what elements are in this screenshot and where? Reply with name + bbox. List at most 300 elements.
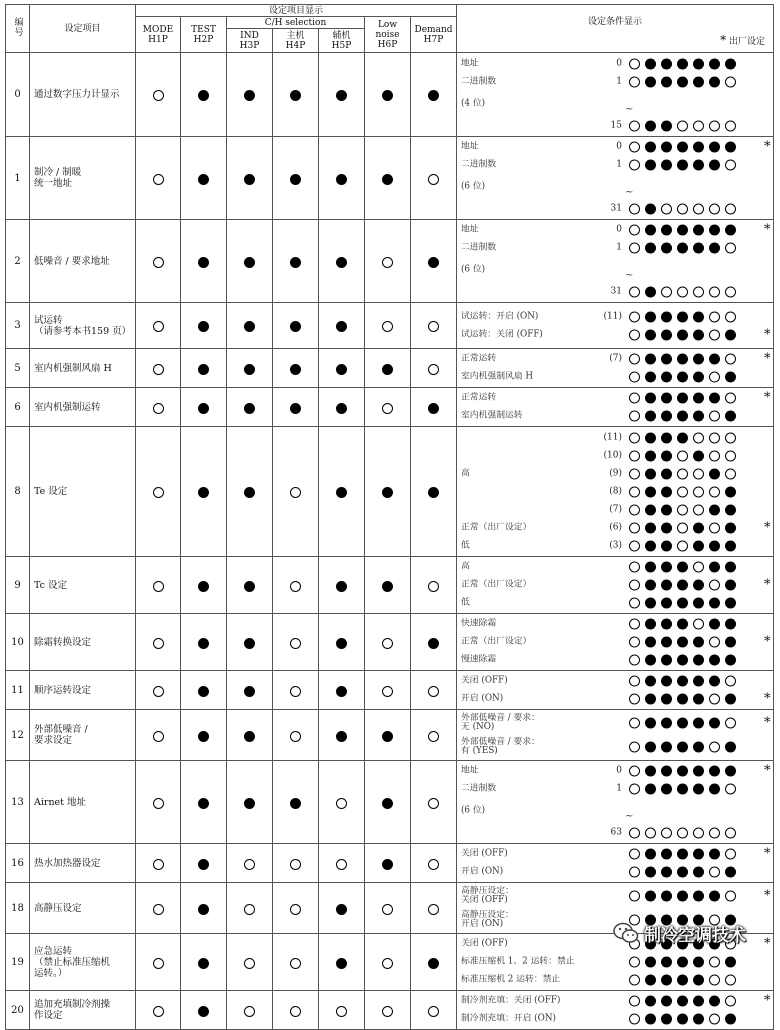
led-on-icon <box>677 393 688 404</box>
led-off-icon <box>725 450 736 461</box>
led-pattern <box>629 742 736 753</box>
led-off-icon <box>629 849 640 860</box>
led-off-icon <box>382 958 393 969</box>
led-pattern <box>629 637 736 648</box>
led-off-icon <box>153 638 164 649</box>
setting-number: 20 <box>6 991 30 1030</box>
led-off-icon <box>629 766 640 777</box>
led-on-icon <box>428 638 439 649</box>
condition-option <box>457 845 773 863</box>
header-col-test: TEST H2P <box>181 17 227 53</box>
led-off-icon <box>629 619 640 630</box>
led-cell <box>136 427 181 557</box>
led-on-icon <box>645 676 656 687</box>
led-pattern <box>629 957 736 968</box>
led-on-icon <box>693 975 704 986</box>
led-off-icon <box>709 975 720 986</box>
led-off-icon <box>677 504 688 515</box>
led-on-icon <box>725 1014 736 1025</box>
led-on-icon <box>661 468 672 479</box>
led-cell <box>365 991 411 1030</box>
led-cell <box>319 137 365 220</box>
led-cell <box>273 710 319 761</box>
led-off-icon <box>629 1014 640 1025</box>
led-on-icon <box>709 655 720 666</box>
led-pattern <box>629 580 736 591</box>
led-cell <box>319 671 365 710</box>
condition-option <box>457 558 773 576</box>
condition-label: 地址 <box>461 141 479 152</box>
condition-option <box>457 735 773 759</box>
setting-number: 2 <box>6 220 30 303</box>
condition-code: 15 <box>610 120 622 130</box>
led-off-icon <box>693 287 704 298</box>
condition-label: 二进制数 <box>461 76 497 86</box>
led-on-icon <box>725 486 736 497</box>
led-off-icon <box>290 686 301 697</box>
led-on-icon <box>725 225 736 236</box>
led-on-icon <box>677 694 688 705</box>
led-cell <box>365 934 411 991</box>
setting-number: 18 <box>6 883 30 934</box>
watermark <box>612 912 774 954</box>
led-pattern <box>629 160 736 171</box>
led-off-icon <box>709 486 720 497</box>
condition-cell <box>457 761 774 844</box>
led-cell <box>227 220 273 303</box>
led-off-icon <box>629 828 640 839</box>
table-row <box>6 710 774 761</box>
led-off-icon <box>725 468 736 479</box>
led-on-icon <box>661 1014 672 1025</box>
header-col-ind: IND H3P <box>227 29 273 53</box>
led-on-icon <box>693 372 704 383</box>
condition-option <box>457 465 773 483</box>
led-cell <box>365 710 411 761</box>
condition-option <box>457 117 773 135</box>
led-off-icon <box>693 204 704 215</box>
condition-label: 试运转：关闭 (OFF) <box>461 329 543 339</box>
condition-label: 室内机强制风扇 H <box>461 371 534 382</box>
led-on-icon <box>677 766 688 777</box>
condition-label: 低 <box>461 540 470 550</box>
led-on-icon <box>661 580 672 591</box>
led-off-icon <box>629 676 640 687</box>
led-on-icon <box>198 958 209 969</box>
setting-name: 顺序运转设定 <box>30 671 136 710</box>
condition-option <box>457 138 773 156</box>
led-off-icon <box>629 76 640 87</box>
led-cell <box>273 671 319 710</box>
led-on-icon <box>244 731 255 742</box>
led-cell <box>227 883 273 934</box>
condition-label: 关闭 (OFF) <box>461 848 508 859</box>
led-on-icon <box>244 257 255 268</box>
led-cell <box>273 388 319 427</box>
led-cell <box>227 710 273 761</box>
led-on-icon <box>693 522 704 533</box>
led-on-icon <box>198 859 209 870</box>
led-off-icon <box>629 637 640 648</box>
factory-default-note: * 出厂设定 <box>720 32 765 47</box>
condition-code: (3) <box>609 540 622 550</box>
table-row <box>6 844 774 883</box>
condition-cell <box>457 614 774 671</box>
header-ch-selection: C/H selection <box>227 17 365 29</box>
led-on-icon <box>198 321 209 332</box>
led-cell <box>273 844 319 883</box>
condition-option <box>457 91 773 117</box>
led-on-icon <box>645 411 656 422</box>
led-off-icon <box>725 784 736 795</box>
led-on-icon <box>709 243 720 254</box>
led-off-icon <box>629 393 640 404</box>
led-off-icon <box>661 204 672 215</box>
condition-option <box>457 200 773 218</box>
led-on-icon <box>336 403 347 414</box>
setting-number: 12 <box>6 710 30 761</box>
condition-option <box>457 389 773 407</box>
led-cell <box>136 883 181 934</box>
condition-label: 二进制数 <box>461 242 497 253</box>
led-on-icon <box>709 849 720 860</box>
led-on-icon <box>693 655 704 666</box>
header-col-sub: 辅机 H5P <box>319 29 365 53</box>
led-on-icon <box>693 58 704 69</box>
cond-title: 设定条件显示 <box>587 16 642 27</box>
condition-option <box>457 651 773 669</box>
led-on-icon <box>693 1014 704 1025</box>
condition-label: 正常运转 <box>461 392 497 403</box>
led-cell <box>181 991 227 1030</box>
led-off-icon <box>661 287 672 298</box>
led-on-icon <box>725 619 736 630</box>
setting-number: 11 <box>6 671 30 710</box>
led-cell <box>136 303 181 349</box>
led-cell <box>181 388 227 427</box>
led-cell <box>227 844 273 883</box>
led-on-icon <box>661 329 672 340</box>
led-cell <box>411 761 457 844</box>
led-on-icon <box>661 891 672 902</box>
led-on-icon <box>725 694 736 705</box>
table-row <box>6 991 774 1030</box>
led-cell <box>181 671 227 710</box>
led-on-icon <box>290 364 301 375</box>
condition-label: 正常（出厂设定） <box>461 522 532 532</box>
led-off-icon <box>153 1006 164 1017</box>
condition-cell <box>457 427 774 557</box>
header-col-low-noise: Low noise H6P <box>365 17 411 53</box>
led-on-icon <box>382 731 393 742</box>
led-on-icon <box>198 581 209 592</box>
condition-code: (8) <box>609 486 622 496</box>
condition-cell <box>457 844 774 883</box>
led-on-icon <box>244 686 255 697</box>
led-cell <box>365 388 411 427</box>
led-off-icon <box>709 450 720 461</box>
led-on-icon <box>382 364 393 375</box>
led-on-icon <box>693 354 704 365</box>
led-off-icon <box>629 540 640 551</box>
led-off-icon <box>629 784 640 795</box>
led-on-icon <box>677 849 688 860</box>
led-on-icon <box>661 598 672 609</box>
factory-default-star-icon: * <box>764 993 771 1009</box>
led-off-icon <box>153 958 164 969</box>
factory-default-star-icon: * <box>764 763 771 779</box>
led-on-icon <box>645 287 656 298</box>
led-cell <box>136 388 181 427</box>
led-off-icon <box>725 287 736 298</box>
led-on-icon <box>645 504 656 515</box>
led-off-icon <box>645 828 656 839</box>
led-on-icon <box>677 655 688 666</box>
led-on-icon <box>677 432 688 443</box>
setting-number: 0 <box>6 53 30 137</box>
condition-label: 低 <box>461 597 470 608</box>
led-on-icon <box>661 76 672 87</box>
led-off-icon <box>629 867 640 878</box>
condition-code: (7) <box>609 353 622 364</box>
condition-cell <box>457 220 774 303</box>
led-pattern <box>629 225 736 236</box>
led-on-icon <box>382 581 393 592</box>
led-on-icon <box>428 487 439 498</box>
led-on-icon <box>709 225 720 236</box>
condition-cell <box>457 991 774 1030</box>
led-off-icon <box>382 1006 393 1017</box>
range-tilde: ~ <box>625 187 634 198</box>
condition-option <box>457 762 773 780</box>
led-off-icon <box>290 1006 301 1017</box>
led-on-icon <box>290 257 301 268</box>
condition-label: 正常（出厂设定） <box>461 636 532 647</box>
led-on-icon <box>661 450 672 461</box>
led-pattern <box>629 354 736 365</box>
condition-cell <box>457 137 774 220</box>
factory-default-star-icon: * <box>764 351 771 367</box>
led-pattern <box>629 287 736 298</box>
led-on-icon <box>290 403 301 414</box>
led-cell <box>319 761 365 844</box>
led-on-icon <box>661 120 672 131</box>
led-on-icon <box>677 142 688 153</box>
led-pattern <box>629 411 736 422</box>
condition-option <box>457 711 773 735</box>
led-cell <box>136 53 181 137</box>
led-off-icon <box>709 432 720 443</box>
led-cell <box>411 427 457 557</box>
led-cell <box>181 557 227 614</box>
condition-code: (9) <box>609 468 622 478</box>
led-on-icon <box>645 160 656 171</box>
led-off-icon <box>428 581 439 592</box>
led-on-icon <box>244 403 255 414</box>
led-off-icon <box>677 540 688 551</box>
condition-option <box>457 447 773 465</box>
led-on-icon <box>382 859 393 870</box>
led-cell <box>411 53 457 137</box>
led-off-icon <box>153 403 164 414</box>
led-on-icon <box>725 562 736 573</box>
led-on-icon <box>709 996 720 1007</box>
condition-code: (11) <box>603 311 622 321</box>
led-pattern <box>629 598 736 609</box>
setting-number: 16 <box>6 844 30 883</box>
led-on-icon <box>693 243 704 254</box>
led-on-icon <box>661 784 672 795</box>
led-off-icon <box>725 160 736 171</box>
setting-name: Airnet 地址 <box>30 761 136 844</box>
led-pattern <box>629 243 736 254</box>
led-on-icon <box>428 403 439 414</box>
condition-code: 31 <box>610 286 622 297</box>
led-on-icon <box>645 120 656 131</box>
led-on-icon <box>693 540 704 551</box>
led-on-icon <box>677 411 688 422</box>
led-on-icon <box>645 619 656 630</box>
led-off-icon <box>629 504 640 515</box>
condition-option <box>457 798 773 824</box>
led-on-icon <box>198 364 209 375</box>
condition-option <box>457 55 773 73</box>
factory-default-star-icon: * <box>764 691 771 707</box>
led-off-icon <box>629 450 640 461</box>
led-off-icon <box>428 686 439 697</box>
led-on-icon <box>709 160 720 171</box>
led-cell <box>273 557 319 614</box>
led-off-icon <box>629 354 640 365</box>
led-on-icon <box>709 562 720 573</box>
led-on-icon <box>244 581 255 592</box>
condition-code: 1 <box>616 159 622 170</box>
table-row <box>6 349 774 388</box>
condition-label: 关闭 (OFF) <box>461 938 508 949</box>
led-on-icon <box>645 540 656 551</box>
range-tilde: ~ <box>625 103 634 115</box>
led-off-icon <box>382 638 393 649</box>
led-off-icon <box>725 891 736 902</box>
led-on-icon <box>661 522 672 533</box>
led-on-icon <box>645 849 656 860</box>
led-cell <box>411 991 457 1030</box>
table-row <box>6 303 774 349</box>
led-on-icon <box>677 58 688 69</box>
led-on-icon <box>693 598 704 609</box>
led-on-icon <box>725 598 736 609</box>
led-cell <box>227 614 273 671</box>
header-conditions <box>457 5 774 53</box>
setting-name: 高静压设定 <box>30 883 136 934</box>
led-on-icon <box>661 766 672 777</box>
led-cell <box>273 614 319 671</box>
led-off-icon <box>693 504 704 515</box>
led-off-icon <box>629 372 640 383</box>
led-on-icon <box>693 784 704 795</box>
led-on-icon <box>677 562 688 573</box>
led-on-icon <box>645 598 656 609</box>
led-cell <box>136 761 181 844</box>
led-off-icon <box>725 354 736 365</box>
condition-option <box>457 221 773 239</box>
condition-cell <box>457 388 774 427</box>
led-on-icon <box>693 718 704 729</box>
factory-default-star-icon: * <box>764 139 771 155</box>
led-off-icon <box>153 174 164 185</box>
led-off-icon <box>290 859 301 870</box>
condition-option <box>457 576 773 594</box>
led-off-icon <box>693 562 704 573</box>
led-on-icon <box>725 372 736 383</box>
condition-option <box>457 283 773 301</box>
led-off-icon <box>153 859 164 870</box>
led-pattern <box>629 76 736 87</box>
led-on-icon <box>709 393 720 404</box>
setting-name: 应急运转 （禁止标准压缩机 运转。） <box>30 934 136 991</box>
led-on-icon <box>645 718 656 729</box>
led-on-icon <box>661 504 672 515</box>
led-on-icon <box>645 742 656 753</box>
led-off-icon <box>709 311 720 322</box>
led-on-icon <box>645 766 656 777</box>
led-on-icon <box>661 676 672 687</box>
led-on-icon <box>709 540 720 551</box>
led-on-icon <box>693 142 704 153</box>
table-row <box>6 671 774 710</box>
led-cell <box>136 614 181 671</box>
condition-label: 室内机强制运转 <box>461 410 523 421</box>
led-off-icon <box>428 731 439 742</box>
condition-label: 试运转：开启 (ON) <box>461 311 539 321</box>
setting-number: 10 <box>6 614 30 671</box>
led-on-icon <box>661 562 672 573</box>
led-on-icon <box>661 996 672 1007</box>
factory-default-star-icon: * <box>764 936 771 952</box>
led-on-icon <box>709 766 720 777</box>
table-row <box>6 137 774 220</box>
led-on-icon <box>336 90 347 101</box>
led-off-icon <box>709 120 720 131</box>
led-cell <box>319 710 365 761</box>
led-cell <box>273 53 319 137</box>
led-on-icon <box>645 329 656 340</box>
led-on-icon <box>693 867 704 878</box>
led-on-icon <box>645 784 656 795</box>
factory-default-star-icon: * <box>764 222 771 238</box>
led-cell <box>273 991 319 1030</box>
led-on-icon <box>693 311 704 322</box>
led-pattern <box>629 766 736 777</box>
led-off-icon <box>677 120 688 131</box>
condition-cell <box>457 53 774 137</box>
led-on-icon <box>693 76 704 87</box>
led-on-icon <box>336 638 347 649</box>
led-on-icon <box>661 411 672 422</box>
led-on-icon <box>336 581 347 592</box>
factory-default-star-icon: * <box>764 888 771 904</box>
condition-option <box>457 1010 773 1028</box>
condition-code: 1 <box>616 783 622 794</box>
led-cell <box>273 303 319 349</box>
led-on-icon <box>198 686 209 697</box>
condition-option <box>457 519 773 537</box>
led-off-icon <box>709 580 720 591</box>
led-pattern <box>629 540 736 551</box>
led-on-icon <box>645 637 656 648</box>
led-on-icon <box>693 160 704 171</box>
led-on-icon <box>336 731 347 742</box>
